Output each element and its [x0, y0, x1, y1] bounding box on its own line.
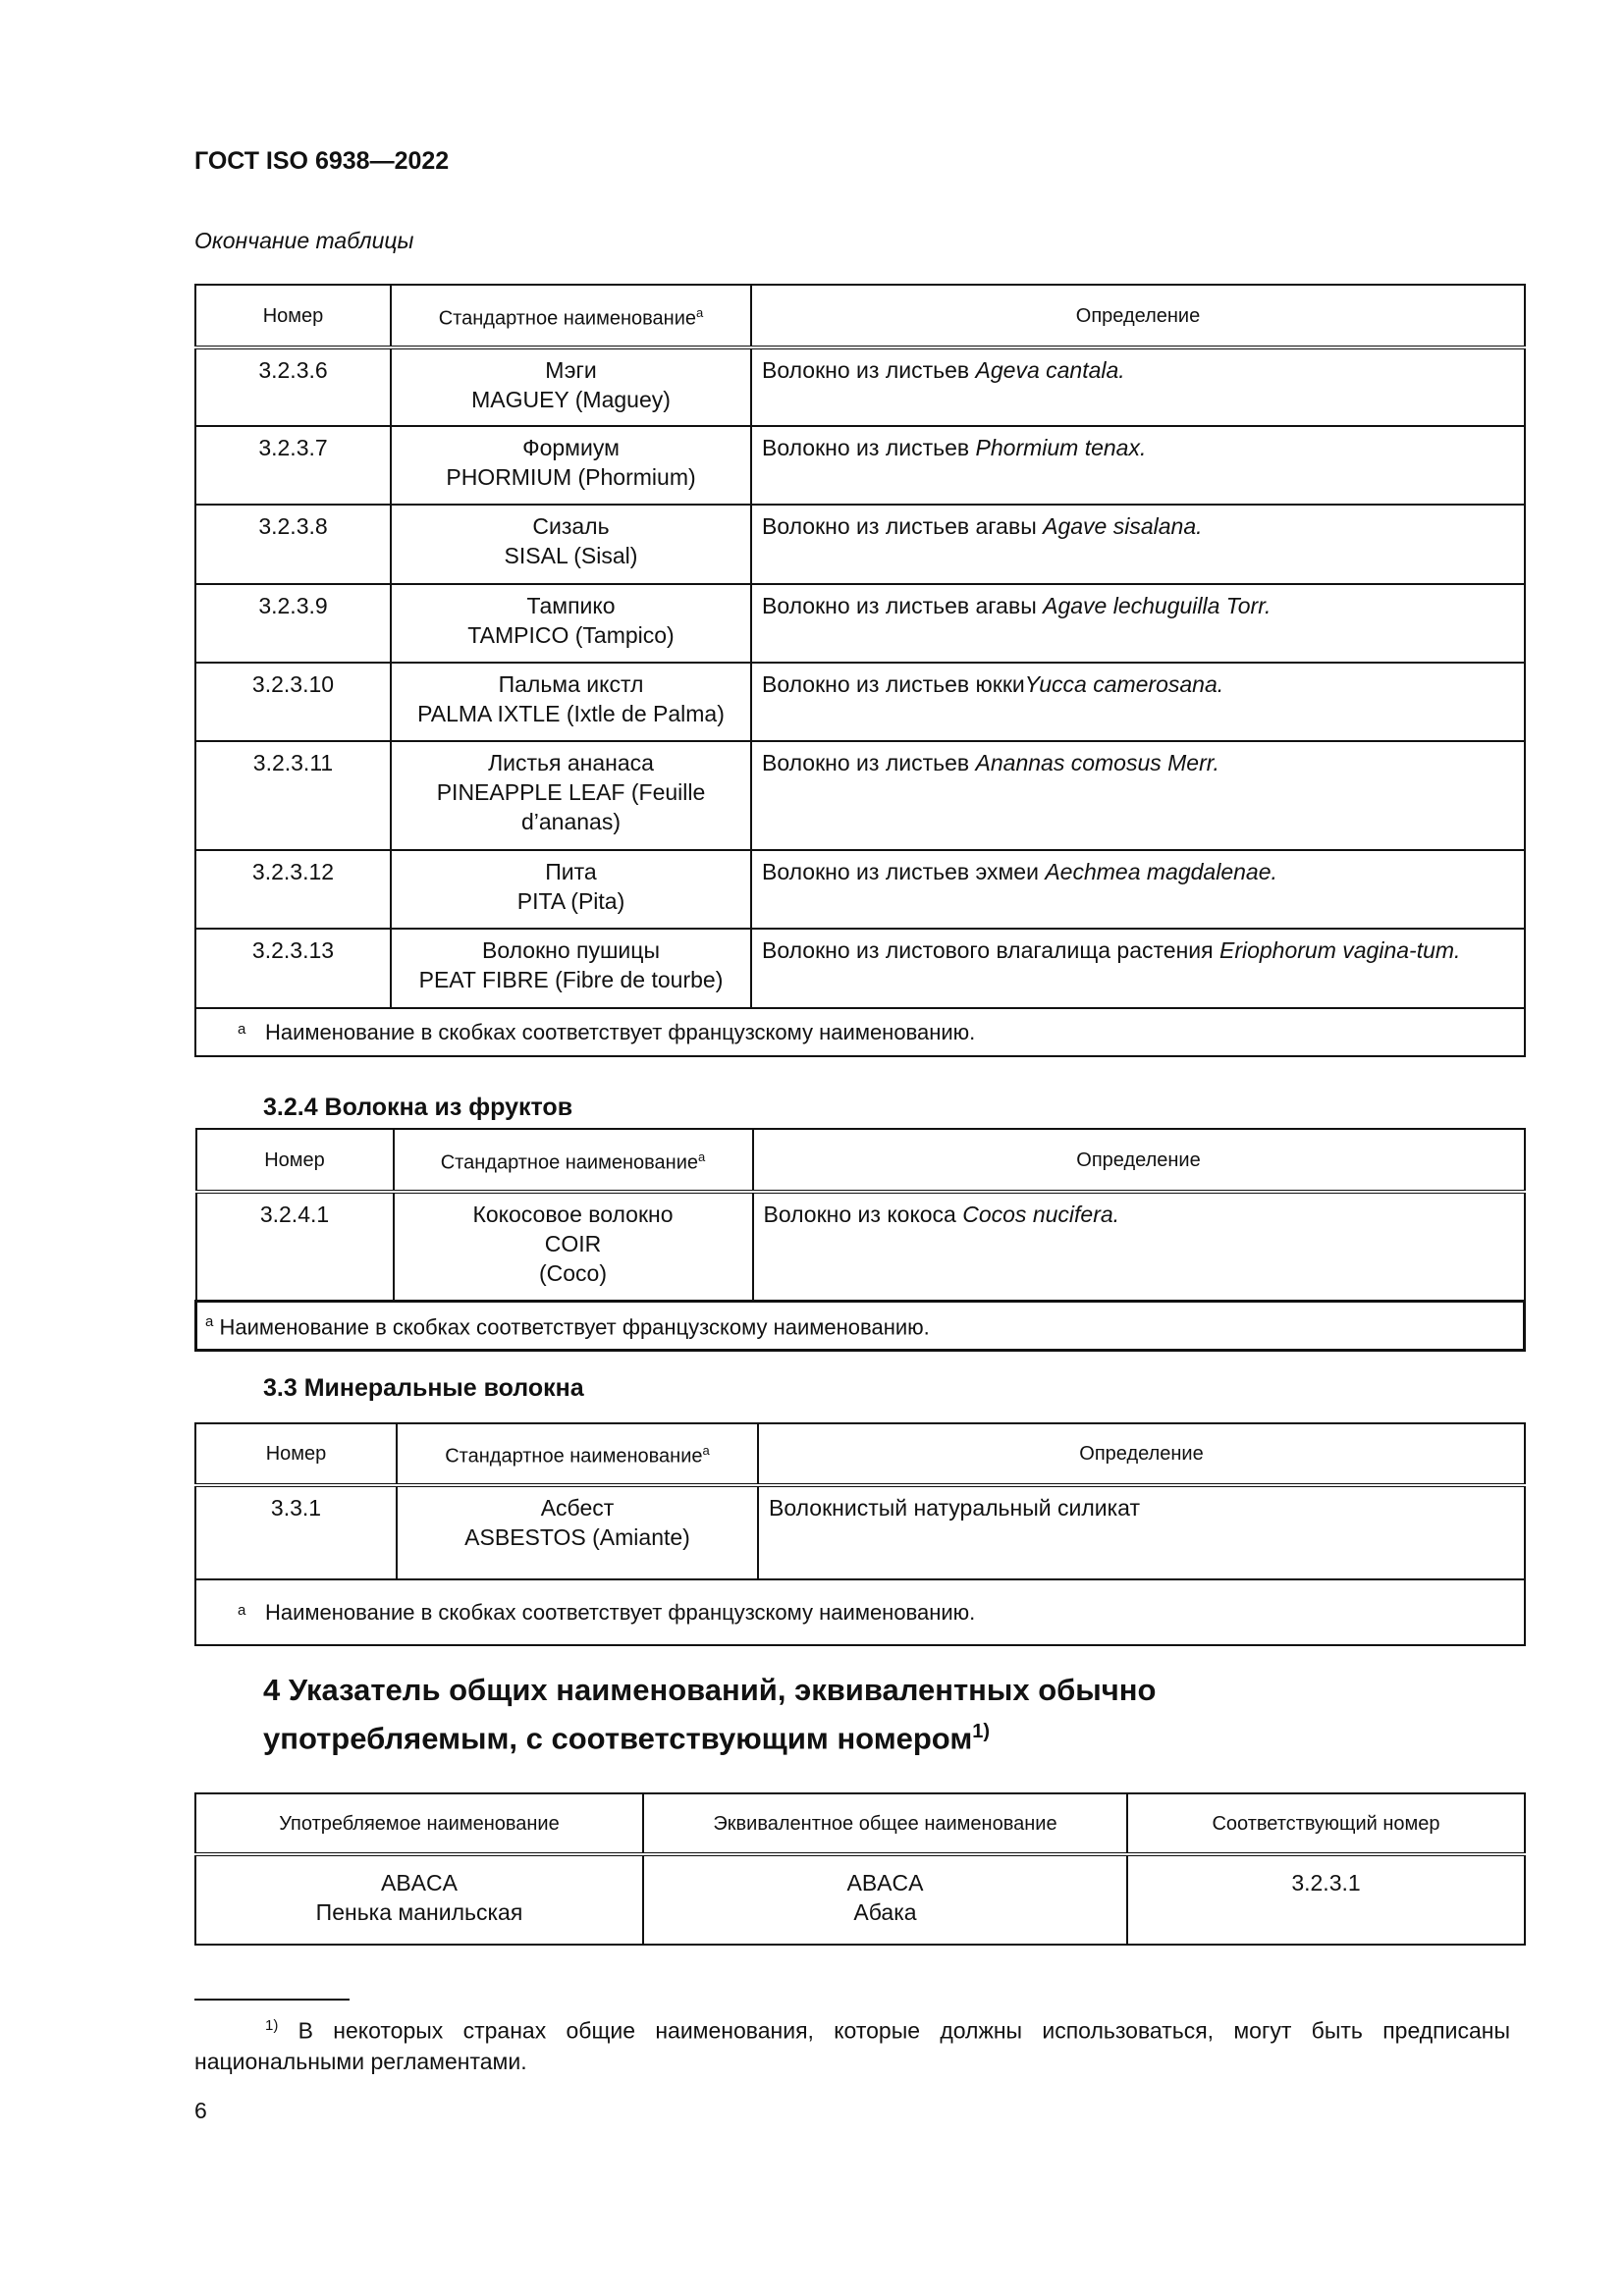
document-header: ГОСТ ISO 6938—2022 — [194, 147, 450, 175]
col-header-number: Номер — [196, 1129, 394, 1192]
table-row: 3.2.3.10 Пальма икстл PALMA IXTLE (Ixtle de Palma) Волокно из листьев юккиYucca camerosana. — [195, 663, 1525, 741]
section-heading-3-3: 3.3 Минеральные волокна — [263, 1374, 584, 1402]
table-footnote-row: а Наименование в скобках соответствует французскому наименованию. — [195, 1579, 1525, 1645]
section-heading-4: 4 Указатель общих наименований, эквивалентных обычно употребляемым, с соответствующим номером$^{1)}$ — [263, 1673, 1157, 1756]
table-header-row — [195, 1793, 1525, 1854]
page-number: 6 — [194, 2098, 207, 2123]
col-header-number: Соответствующий номер — [1127, 1793, 1525, 1854]
table-row: 3.2.4.1 Кокосовое волокно COIR (Coco) Волокно из кокоса Cocos nucifera. — [196, 1192, 1525, 1301]
table-row: ABACA Пенька манильская ABACA Абака 3.2.3.1 — [195, 1854, 1525, 1945]
footnote-separator — [194, 1999, 350, 2001]
table-row: 3.2.3.7 Формиум PHORMIUM (Phormium) Волокно из листьев Phormium tenax. — [195, 426, 1525, 505]
table-row: 3.2.3.8 Сизаль SISAL (Sisal) Волокно из листьев агавы Agave sisalana. — [195, 505, 1525, 584]
col-header-name: Стандартное наименование$^а$ — [394, 1129, 753, 1192]
col-header-number: Номер — [195, 285, 391, 347]
col-header-definition: Определение — [751, 285, 1525, 347]
table-mineral-fibres — [194, 1422, 1526, 1646]
table-row: 3.2.3.11 Листья ананаса PINEAPPLE LEAF (Feuille d’ananas) Волокно из листьев Anannas comosus Merr. — [195, 741, 1525, 850]
table-header-row — [195, 285, 1525, 347]
col-header-name: Стандартное наименование$^а$ — [397, 1423, 758, 1485]
table-footnote-row: $^а$ Наименование в скобках соответствует французскому наименованию. — [196, 1301, 1525, 1350]
table-common-names — [194, 1792, 1526, 1946]
table-leaf-fibres — [194, 284, 1526, 1057]
table-footnote-row: а Наименование в скобках соответствует французскому наименованию. — [195, 1008, 1525, 1056]
col-header-equivalent-name: Эквивалентное общее наименование — [643, 1793, 1127, 1854]
table-fruit-fibres — [194, 1128, 1526, 1352]
table-caption: Окончание таблицы — [194, 228, 414, 253]
col-header-number: Номер — [195, 1423, 397, 1485]
table-header-row — [196, 1129, 1525, 1192]
table-row: 3.2.3.13 Волокно пушицы PEAT FIBRE (Fibre de tourbe) Волокно из листового влагалища растения Eriophorum vagina-tum. — [195, 929, 1525, 1008]
table-row: 3.2.3.12 Пита PITA (Pita) Волокно из листьев эхмеи Aechmea magdalenae. — [195, 850, 1525, 929]
section-heading-3-2-4: 3.2.4 Волокна из фруктов — [263, 1094, 573, 1121]
table-row: 3.2.3.9 Тампико TAMPICO (Tampico) Волокно из листьев агавы Agave lechuguilla Torr. — [195, 584, 1525, 663]
col-header-definition: Определение — [753, 1129, 1525, 1192]
page-footnote: $^{1)}$ В некоторых странах общие наименования, которые должны использоваться, могут быть предписаны национальными регламентами. — [194, 2017, 1510, 2074]
table-row: 3.2.3.6 Мэги MAGUEY (Maguey) Волокно из листьев Ageva cantala. — [195, 347, 1525, 426]
col-header-definition: Определение — [758, 1423, 1525, 1485]
table-header-row — [195, 1423, 1525, 1485]
col-header-used-name: Употребляемое наименование — [195, 1793, 643, 1854]
col-header-name: Стандартное наименование$^а$ — [391, 285, 751, 347]
table-row: 3.3.1 Асбест ASBESTOS (Amiante) Волокнистый натуральный силикат — [195, 1485, 1525, 1579]
